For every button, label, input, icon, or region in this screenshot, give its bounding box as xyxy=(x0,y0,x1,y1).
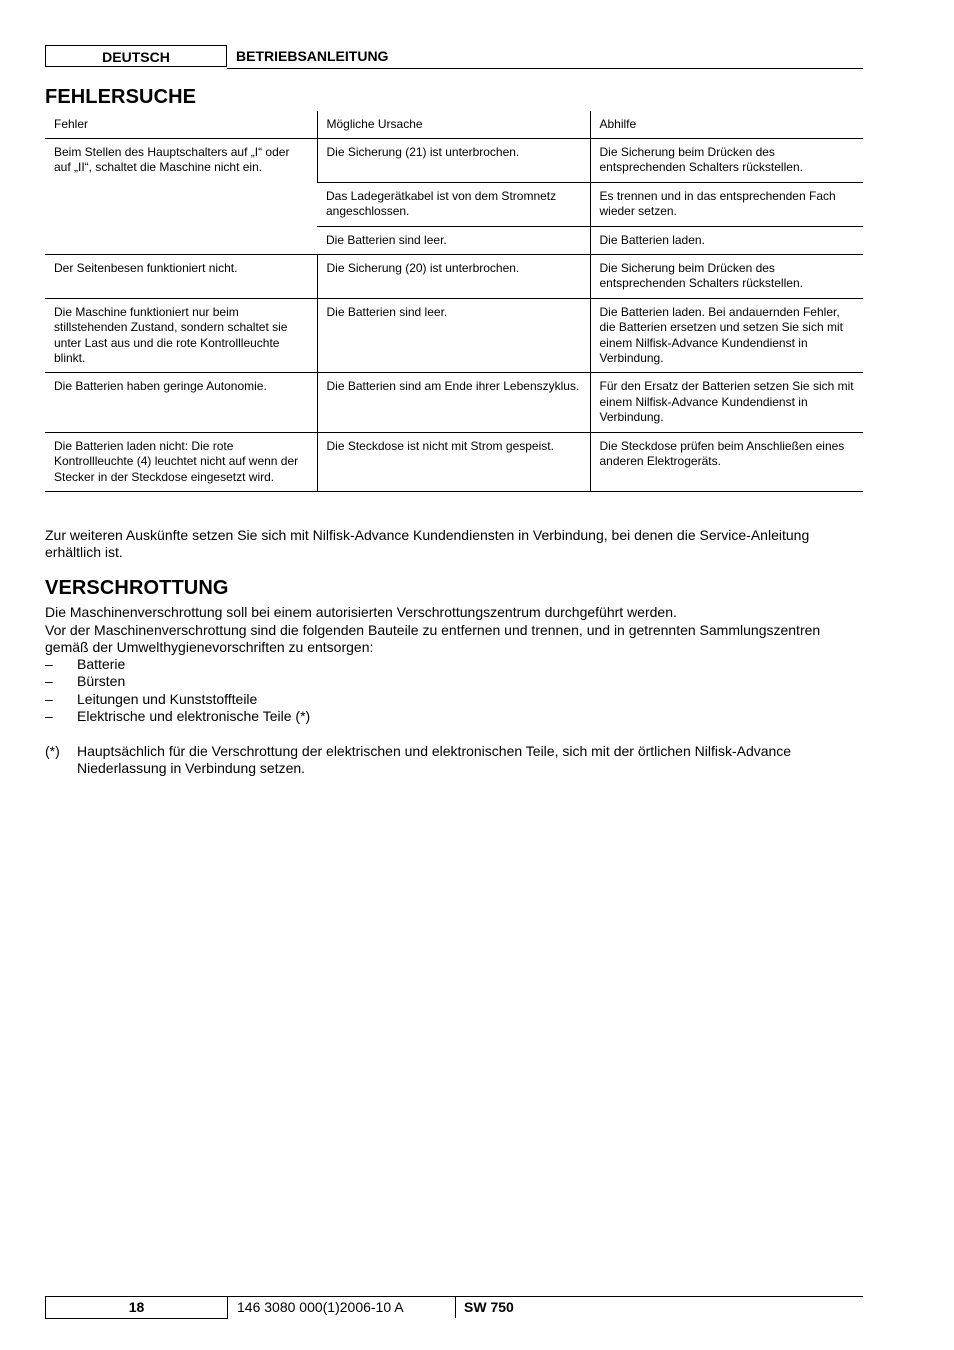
fault-cell: Die Maschine funktioniert nur beim stillstehenden Zustand, sondern schaltet sie unter Last aus und die rote Kontrollleuchte blinkt. xyxy=(45,298,317,373)
troubleshooting-heading: FEHLERSUCHE xyxy=(45,86,197,108)
header-language: DEUTSCH xyxy=(45,45,227,67)
remedy-cell: Die Steckdose prüfen beim Anschließen eines anderen Elektrogeräts. xyxy=(590,432,863,491)
cause-cell: Die Steckdose ist nicht mit Strom gespeist. xyxy=(317,432,590,491)
scrapping-heading: VERSCHROTTUNG xyxy=(45,577,229,599)
cause-cell: Die Batterien sind leer. xyxy=(317,226,590,254)
fault-cell: Die Batterien haben geringe Autonomie. xyxy=(45,373,317,432)
note-text: Hauptsächlich für die Verschrottung der elektrischen und elektronischen Teile, sich mit der örtlichen Nilfisk-Advance Niederlassung in Verbindung setzen. xyxy=(77,743,792,777)
troubleshooting-table xyxy=(45,111,863,492)
header-title: BETRIEBSANLEITUNG xyxy=(236,48,389,64)
table-header-row xyxy=(45,111,863,139)
column-header-cause: Mögliche Ursache xyxy=(317,111,590,139)
dash-bullet: – xyxy=(45,656,53,672)
cause-cell: Die Batterien sind am Ende ihrer Lebenszyklus. xyxy=(317,373,590,432)
column-header-fault: Fehler xyxy=(45,111,317,139)
scrapping-paragraph-2: Vor der Maschinenverschrottung sind die folgenden Bauteile zu entfernen und trennen, und in getrennten Sammlungszentren gemäß der Umwelthygienevorschriften zu entsorgen: xyxy=(45,622,821,655)
document-code: 146 3080 000(1)2006-10 A xyxy=(237,1299,404,1315)
components-list xyxy=(45,656,863,726)
scrapping-paragraph-1: Die Maschinenverschrottung soll bei einem autorisierten Verschrottungszentrum durchgeführt werden. xyxy=(45,604,677,620)
remedy-cell: Die Batterien laden. Bei andauernden Fehler, die Batterien ersetzen und setzen Sie sich mit einem Nilfisk-Advance Kundendienst in Verbindung. xyxy=(590,298,863,373)
remedy-cell: Die Sicherung beim Drücken des entsprechenden Schalters rückstellen. xyxy=(590,139,863,183)
dash-bullet: – xyxy=(45,673,53,690)
remedy-cell: Die Sicherung beim Drücken des entsprechenden Schalters rückstellen. xyxy=(590,255,863,299)
model-name: SW 750 xyxy=(464,1299,514,1315)
list-item: – Bürsten xyxy=(45,673,126,690)
table-row xyxy=(45,255,863,299)
dash-bullet: – xyxy=(45,690,53,707)
service-footnote: Zur weiteren Auskünfte setzen Sie sich mit Nilfisk-Advance Kundendiensten in Verbindung, bei denen die Service-Anleitung erhältlich ist. xyxy=(45,527,810,560)
remedy-cell: Für den Ersatz der Batterien setzen Sie sich mit einem Nilfisk-Advance Kundendienst in Verbindung. xyxy=(590,373,863,432)
scrapping-note xyxy=(45,743,863,778)
fault-cell: Der Seitenbesen funktioniert nicht. xyxy=(45,255,317,299)
list-item: – Elektrische und elektronische Teile (*) xyxy=(45,708,311,725)
cause-cell: Das Ladegerätkabel ist von dem Stromnetz angeschlossen. xyxy=(317,182,590,226)
footer-separator xyxy=(455,1296,456,1318)
table-row xyxy=(45,298,863,373)
note-marker: (*) xyxy=(45,743,60,759)
table-row xyxy=(45,373,863,432)
remedy-cell: Es trennen und in das entsprechenden Fach wieder setzen. xyxy=(590,182,863,226)
cause-cell: Die Sicherung (20) ist unterbrochen. xyxy=(317,255,590,299)
page-number: 18 xyxy=(45,1296,228,1319)
table-row xyxy=(45,432,863,491)
fault-cell: Beim Stellen des Hauptschalters auf „I“ oder auf „II“, schaltet die Maschine nicht ein. xyxy=(45,139,317,255)
column-header-remedy: Abhilfe xyxy=(590,111,863,139)
remedy-cell: Die Batterien laden. xyxy=(590,226,863,254)
list-item: – Leitungen und Kunststoffteile xyxy=(45,690,258,707)
table-row xyxy=(45,139,863,183)
list-item: – Batterie xyxy=(45,656,126,672)
header-rule xyxy=(227,68,863,69)
cause-cell: Die Sicherung (21) ist unterbrochen. xyxy=(317,139,590,183)
cause-cell: Die Batterien sind leer. xyxy=(317,298,590,373)
fault-cell: Die Batterien laden nicht: Die rote Kontrollleuchte (4) leuchtet nicht auf wenn der Stecker in der Steckdose eingesetzt wird. xyxy=(45,432,317,491)
dash-bullet: – xyxy=(45,708,53,725)
